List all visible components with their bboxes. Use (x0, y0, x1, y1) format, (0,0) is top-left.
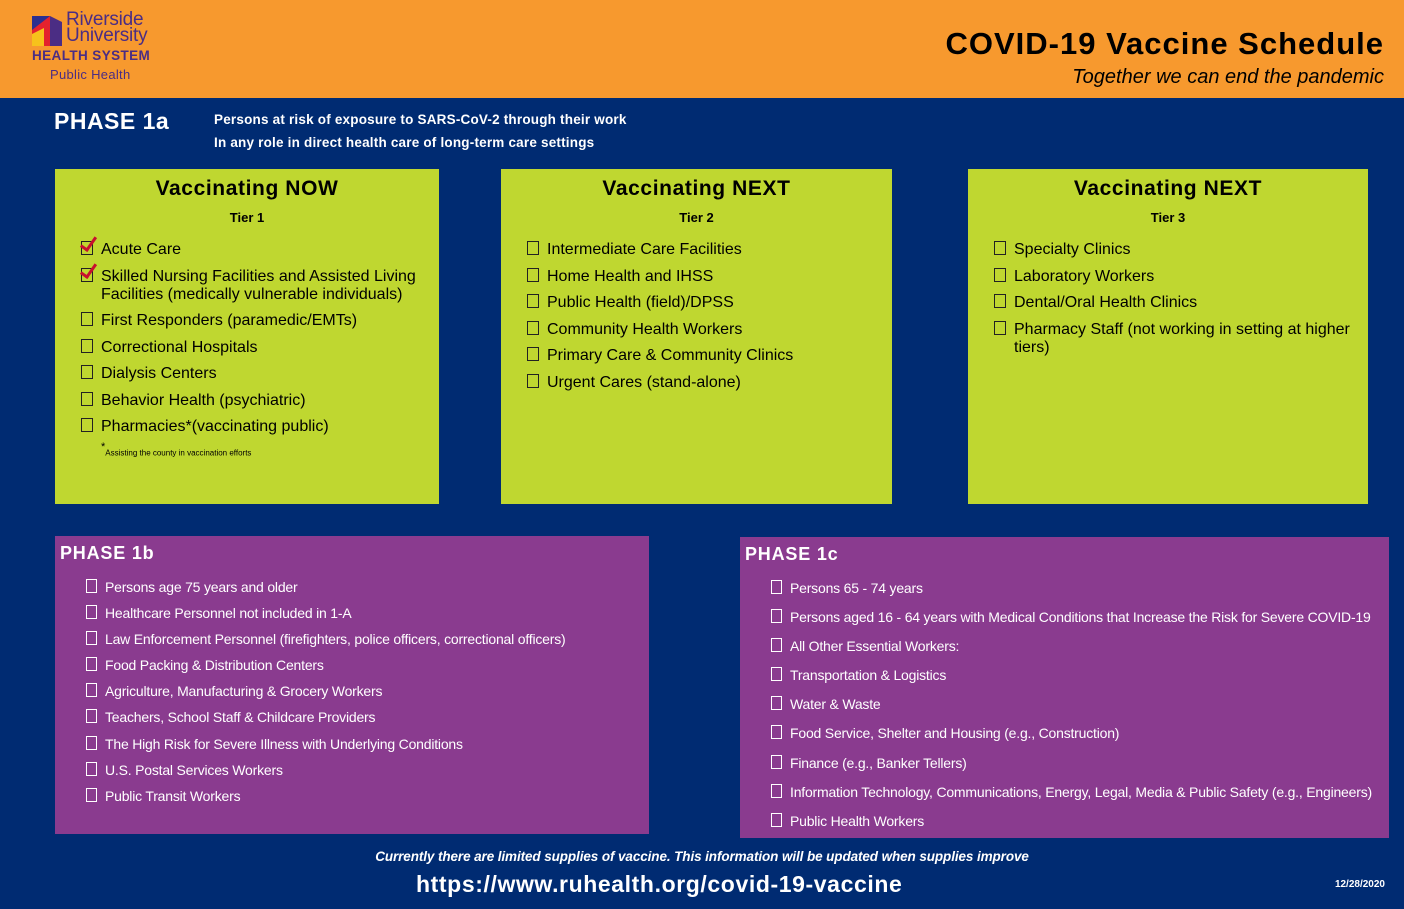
tier-item-label: Home Health and IHSS (547, 267, 714, 285)
phase-item-label: All Other Essential Workers: (790, 638, 960, 655)
checkbox-icon[interactable] (994, 241, 1006, 255)
checkbox-icon[interactable] (994, 294, 1006, 308)
tier-item-label: Laboratory Workers (1014, 267, 1155, 285)
tier-item-label: Primary Care & Community Clinics (547, 347, 794, 364)
checkbox-icon[interactable] (771, 609, 782, 623)
tier-item-label: Dialysis Centers (101, 365, 217, 382)
checkbox-icon[interactable] (86, 762, 97, 776)
checkbox-icon[interactable] (771, 725, 782, 739)
checkbox-icon[interactable] (527, 374, 539, 388)
phase-item-label: Teachers, School Staff & Childcare Providers (105, 709, 376, 726)
phase-1a-desc-line-1: Persons at risk of exposure to SARS-CoV-2 through their work (214, 112, 627, 127)
logo-system-name: HEALTH SYSTEM (32, 48, 151, 63)
phase-1c-list (740, 580, 1372, 842)
checkbox-icon[interactable] (86, 579, 97, 593)
phase-1c-item (740, 784, 1372, 813)
footnote-mark: * (101, 441, 106, 453)
tier-2-list (501, 241, 892, 392)
supply-notice: Currently there are limited supplies of vaccine. This information will be updated when supplies improve (375, 849, 1029, 864)
checkbox-icon[interactable] (771, 580, 782, 594)
tier-item-label: Acute Care (101, 241, 182, 258)
phase-item-label: U.S. Postal Services Workers (105, 761, 283, 778)
checkbox-icon[interactable] (994, 321, 1006, 335)
checkbox-icon[interactable] (771, 667, 782, 681)
tier-item-label: Community Health Workers (547, 320, 743, 338)
tier-3-list (968, 241, 1368, 357)
tier-3-box (968, 169, 1368, 504)
tier-2-box (501, 169, 892, 504)
phase-1b-item (55, 605, 565, 631)
checked-checkbox-icon[interactable] (81, 268, 93, 282)
phase-item-label: Public Transit Workers (105, 787, 241, 804)
vaccine-info-link[interactable]: https://www.ruhealth.org/covid-19-vaccine (416, 871, 903, 897)
logo-department: Public Health (50, 67, 131, 82)
logo-line-1: Riverside (66, 9, 144, 30)
checkbox-icon[interactable] (771, 813, 782, 827)
tier-item-label: Behavior Health (psychiatric) (101, 391, 306, 409)
phase-1c-item (740, 725, 1372, 754)
phase-1a-label: PHASE 1a (54, 108, 170, 134)
tier-1-item (55, 241, 439, 259)
riverside-logo[interactable] (30, 9, 180, 84)
tier-2-item (501, 268, 892, 286)
tier-item-label: First Responders (paramedic/EMTs) (101, 312, 358, 329)
footnote-text: Assisting the county in vaccination efforts (105, 448, 252, 458)
tier-item-label: Specialty Clinics (1014, 241, 1131, 258)
phase-1c-box (740, 537, 1389, 838)
phase-item-label: The High Risk for Severe Illness with Underlying Conditions (105, 735, 463, 752)
tier-3-item (968, 294, 1368, 312)
phase-item-label: Information Technology, Communications, Energy, Legal, Media & Public Safety (e.g., Engineers) (790, 783, 1372, 800)
tier-2-item (501, 294, 892, 312)
phase-item-label: Persons 65 - 74 years (790, 580, 923, 596)
tier-1-item (55, 339, 439, 357)
phase-1c-item (740, 813, 1372, 842)
phase-1b-item (55, 579, 565, 605)
tier-3-item (968, 321, 1368, 357)
checked-checkbox-icon[interactable] (81, 241, 93, 255)
phase-1b-list (55, 579, 565, 814)
tier-1-item (55, 365, 439, 383)
phase-1b-item (55, 709, 565, 735)
checkbox-icon[interactable] (86, 683, 97, 697)
checkbox-icon[interactable] (81, 418, 93, 432)
checkbox-icon[interactable] (86, 657, 97, 671)
phase-1a-description (214, 108, 627, 154)
phase-1a-desc-line-2: In any role in direct health care of long-term care settings (214, 135, 595, 150)
checkbox-icon[interactable] (86, 788, 97, 802)
phase-item-label: Law Enforcement Personnel (firefighters, police officers, correctional officers) (105, 631, 566, 648)
checkbox-icon[interactable] (86, 631, 97, 645)
tier-1-list (55, 241, 439, 436)
published-date: 12/28/2020 (1334, 879, 1385, 890)
tier-2-subheading: Tier 2 (679, 210, 714, 225)
checkbox-icon[interactable] (994, 268, 1006, 282)
logo-mark-icon (30, 14, 64, 48)
tier-1-footnote (101, 443, 251, 458)
phase-1c-item (740, 667, 1372, 696)
checkbox-icon[interactable] (527, 294, 539, 308)
phase-1b-item (55, 657, 565, 683)
tier-2-heading: Vaccinating NEXT (602, 177, 791, 200)
page-title: COVID-19 Vaccine Schedule (945, 26, 1384, 61)
tier-item-label: Pharmacies*(vaccinating public) (101, 418, 329, 435)
tier-1-heading: Vaccinating NOW (155, 177, 339, 200)
phase-item-label: Healthcare Personnel not included in 1-A (105, 605, 352, 622)
checkbox-icon[interactable] (771, 755, 782, 769)
tier-2-item (501, 321, 892, 339)
tier-3-item (968, 268, 1368, 286)
checkbox-icon[interactable] (81, 339, 93, 353)
phase-1c-item (740, 696, 1372, 725)
phase-1c-title: PHASE 1c (745, 544, 839, 564)
phase-1b-item (55, 762, 565, 788)
phase-item-label: Persons aged 16 - 64 years with Medical Conditions that Increase the Risk for Severe COVID-19 (790, 609, 1371, 626)
tier-1-item (55, 392, 439, 410)
header-banner (0, 0, 1404, 98)
checkbox-icon[interactable] (771, 638, 782, 652)
phase-1b-item (55, 788, 565, 814)
tier-item-label: Urgent Cares (stand-alone) (547, 373, 741, 391)
checkbox-icon[interactable] (527, 321, 539, 335)
phase-1c-item (740, 609, 1372, 638)
phase-1c-item (740, 580, 1372, 609)
phase-item-label: Agriculture, Manufacturing & Grocery Workers (105, 683, 383, 700)
tier-1-item (55, 268, 439, 304)
tier-1-subheading: Tier 1 (229, 210, 265, 225)
tier-item-label: Correctional Hospitals (101, 338, 258, 356)
phase-item-label: Transportation & Logistics (790, 667, 947, 684)
checkbox-icon[interactable] (527, 347, 539, 361)
phase-item-label: Public Health Workers (790, 812, 925, 829)
phase-1c-item (740, 638, 1372, 667)
checkbox-icon[interactable] (86, 736, 97, 750)
phase-1b-item (55, 683, 565, 709)
tier-item-label: Skilled Nursing Facilities and Assisted Living Facilities (medically vulnerable individuals) (101, 267, 416, 303)
checkbox-icon[interactable] (81, 365, 93, 379)
logo-wordmark (66, 9, 148, 46)
tier-3-heading: Vaccinating NEXT (1073, 177, 1263, 200)
tier-item-label: Public Health (field)/DPSS (547, 294, 734, 311)
checkbox-icon[interactable] (771, 784, 782, 798)
phase-item-label: Water & Waste (790, 696, 881, 713)
checkbox-icon[interactable] (527, 268, 539, 282)
phase-item-label: Finance (e.g., Banker Tellers) (790, 754, 967, 771)
phase-1c-item (740, 755, 1372, 784)
tier-item-label: Dental/Oral Health Clinics (1014, 294, 1198, 311)
checkbox-icon[interactable] (81, 312, 93, 326)
tier-item-label: Intermediate Care Facilities (547, 241, 742, 258)
phase-1b-item (55, 631, 565, 657)
checkbox-icon[interactable] (86, 709, 97, 723)
phase-1b-box (55, 536, 649, 834)
checkbox-icon[interactable] (81, 392, 93, 406)
tier-2-item (501, 374, 892, 392)
tier-1-item (55, 312, 439, 330)
tier-3-subheading: Tier 3 (1150, 210, 1186, 225)
phase-1b-item (55, 736, 565, 762)
checkbox-icon[interactable] (771, 696, 782, 710)
phase-item-label: Food Service, Shelter and Housing (e.g., Construction) (790, 725, 1120, 742)
checkbox-icon[interactable] (527, 241, 539, 255)
phase-item-label: Persons age 75 years and older (105, 579, 298, 595)
checkbox-icon[interactable] (86, 605, 97, 619)
tier-item-label: Pharmacy Staff (not working in setting at higher tiers) (1014, 320, 1350, 356)
page-tagline: Together we can end the pandemic (1072, 66, 1384, 88)
logo-line-2: University (66, 25, 148, 46)
tier-1-item (55, 418, 439, 436)
phase-item-label: Food Packing & Distribution Centers (105, 657, 324, 674)
tier-3-item (968, 241, 1368, 259)
phase-1b-title: PHASE 1b (60, 543, 155, 563)
tier-2-item (501, 347, 892, 365)
tier-1-box (55, 169, 439, 504)
tier-2-item (501, 241, 892, 259)
